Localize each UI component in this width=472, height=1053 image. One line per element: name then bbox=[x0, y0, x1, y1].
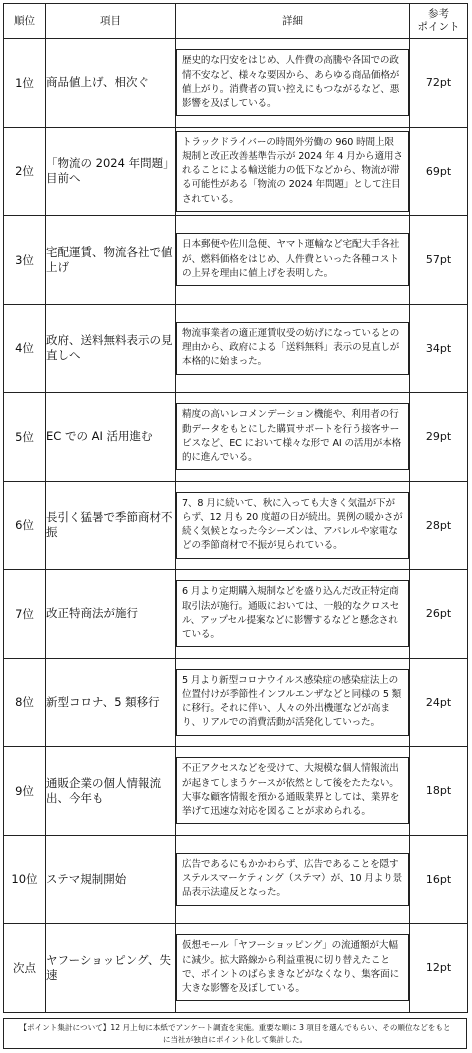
header-detail: 詳細 bbox=[176, 4, 410, 39]
detail-cell bbox=[176, 216, 410, 305]
detail-text: トラックドライバーの時間外労働の 960 時間上限規制と改正改善基準告示が 2024 年 4 月から適用されることによる輸送能力の低下などから、物流が滞る可能性がある「物流の 2024 年問題」として注目されている。 bbox=[176, 131, 409, 212]
table-row bbox=[4, 570, 468, 659]
detail-text: 不正アクセスなどを受けて、大規模な個人情報流出が起きてしまうケースが依然として後をたたない。大事な顧客情報を預かる通販業界としては、業界を挙げて迅速な対応を図ることが求められる。 bbox=[176, 757, 409, 824]
table-row bbox=[4, 658, 468, 747]
points-cell: 57pt bbox=[410, 216, 468, 305]
rank-cell: 4位 bbox=[4, 304, 46, 393]
item-cell: 通販企業の個人情報流出、今年も bbox=[46, 747, 176, 836]
detail-text: 6 月より定期購入規制などを盛り込んだ改正特定商取引法が施行。通販においては、一般的なクロスセル、アップセル提案などに影響するなどと懸念されている。 bbox=[176, 580, 409, 647]
item-cell: ヤフーショッピング、失速 bbox=[46, 924, 176, 1013]
table-row bbox=[4, 304, 468, 393]
detail-text: 日本郵便や佐川急便、ヤマト運輸など宅配大手各社が、燃料価格をはじめ、人件費といった各種コストの上昇を理由に値上げを表明した。 bbox=[176, 233, 409, 286]
header-item: 項目 bbox=[46, 4, 176, 39]
detail-cell bbox=[176, 835, 410, 924]
rank-cell: 8位 bbox=[4, 658, 46, 747]
rank-cell: 9位 bbox=[4, 747, 46, 836]
header-points-label: 参考 ポイント bbox=[417, 8, 460, 33]
points-cell: 28pt bbox=[410, 481, 468, 570]
item-cell: 「物流の 2024 年問題」目前へ bbox=[46, 127, 176, 216]
detail-text: 歴史的な円安をはじめ、人件費の高騰や各国での政情不安など、様々な要因から、あらゆる商品価格が値上がり。消費者の買い控えにもつながるなど、悪影響を及ぼしている。 bbox=[176, 49, 409, 116]
header-rank: 順位 bbox=[4, 4, 46, 39]
detail-cell bbox=[176, 393, 410, 482]
points-cell: 24pt bbox=[410, 658, 468, 747]
detail-text: 広告であるにもかかわらず、広告であることを隠すステルスマーケティング（ステマ）が、10 月より景品表示法違反となった。 bbox=[176, 853, 409, 906]
table-row bbox=[4, 835, 468, 924]
points-cell: 18pt bbox=[410, 747, 468, 836]
points-note: 【ポイント集計について】12 月上旬に本紙でアンケート調査を実施。重要な順に 3 項目を選んでもらい、その順位などをもとに当社が独自にポイント化して集計した。 bbox=[3, 1018, 467, 1049]
item-cell: ステマ規制開始 bbox=[46, 835, 176, 924]
points-cell: 69pt bbox=[410, 127, 468, 216]
header-points bbox=[410, 4, 468, 39]
detail-text: 物流事業者の適正運賃収受の妨げになっているとの理由から、政府による「送料無料」表示の見直しが本格的に始まった。 bbox=[176, 322, 409, 375]
detail-text: 仮想モール「ヤフーショッピング」の流通額が大幅に減少。拡大路線から利益重視に切り替えたことで、ポイントのばらまきなどがなくなり、集客面に大きな影響を及ぼしている。 bbox=[176, 934, 409, 1001]
detail-cell bbox=[176, 481, 410, 570]
detail-text: 7、8 月に続いて、秋に入っても大きく気温が下がらず、12 月も 20 度超の日が続出。異例の暖かさが続く気候となった今シーズンは、アパレルや家電などの季節商材で不振が見られている。 bbox=[176, 492, 409, 559]
rank-cell: 5位 bbox=[4, 393, 46, 482]
rank-cell: 次点 bbox=[4, 924, 46, 1013]
rank-cell: 3位 bbox=[4, 216, 46, 305]
table-row bbox=[4, 127, 468, 216]
item-cell: 商品値上げ、相次ぐ bbox=[46, 39, 176, 128]
detail-cell bbox=[176, 127, 410, 216]
points-cell: 34pt bbox=[410, 304, 468, 393]
table-row bbox=[4, 481, 468, 570]
detail-cell bbox=[176, 39, 410, 128]
points-cell: 26pt bbox=[410, 570, 468, 659]
detail-text: 5 月より新型コロナウイルス感染症の感染症法上の位置付けが季節性インフルエンザなどと同様の 5 類に移行。それに伴い、人々の外出機運などが高まり、リアルでの消費活動が活発化していった。 bbox=[176, 669, 409, 736]
rank-cell: 7位 bbox=[4, 570, 46, 659]
item-cell: 政府、送料無料表示の見直しへ bbox=[46, 304, 176, 393]
detail-cell bbox=[176, 304, 410, 393]
points-cell: 72pt bbox=[410, 39, 468, 128]
table-row bbox=[4, 216, 468, 305]
table-row bbox=[4, 393, 468, 482]
rank-cell: 10位 bbox=[4, 835, 46, 924]
detail-cell bbox=[176, 924, 410, 1013]
item-cell: 長引く猛暑で季節商材不振 bbox=[46, 481, 176, 570]
points-cell: 12pt bbox=[410, 924, 468, 1013]
ranking-table bbox=[3, 3, 468, 1013]
table-row bbox=[4, 924, 468, 1013]
detail-cell bbox=[176, 658, 410, 747]
detail-cell bbox=[176, 570, 410, 659]
rank-cell: 1位 bbox=[4, 39, 46, 128]
item-cell: 改正特商法が施行 bbox=[46, 570, 176, 659]
table-header-row bbox=[4, 4, 468, 39]
points-cell: 29pt bbox=[410, 393, 468, 482]
item-cell: EC での AI 活用進む bbox=[46, 393, 176, 482]
detail-text: 精度の高いレコメンデーション機能や、利用者の行動データをもとにした購買サポートを行う接客サービスなど、EC において様々な形で AI の活用が本格的に進んでいる。 bbox=[176, 403, 409, 470]
item-cell: 新型コロナ、5 類移行 bbox=[46, 658, 176, 747]
item-cell: 宅配運賃、物流各社で値上げ bbox=[46, 216, 176, 305]
detail-cell bbox=[176, 747, 410, 836]
table-row bbox=[4, 39, 468, 128]
rank-cell: 2位 bbox=[4, 127, 46, 216]
rank-cell: 6位 bbox=[4, 481, 46, 570]
points-cell: 16pt bbox=[410, 835, 468, 924]
table-row bbox=[4, 747, 468, 836]
